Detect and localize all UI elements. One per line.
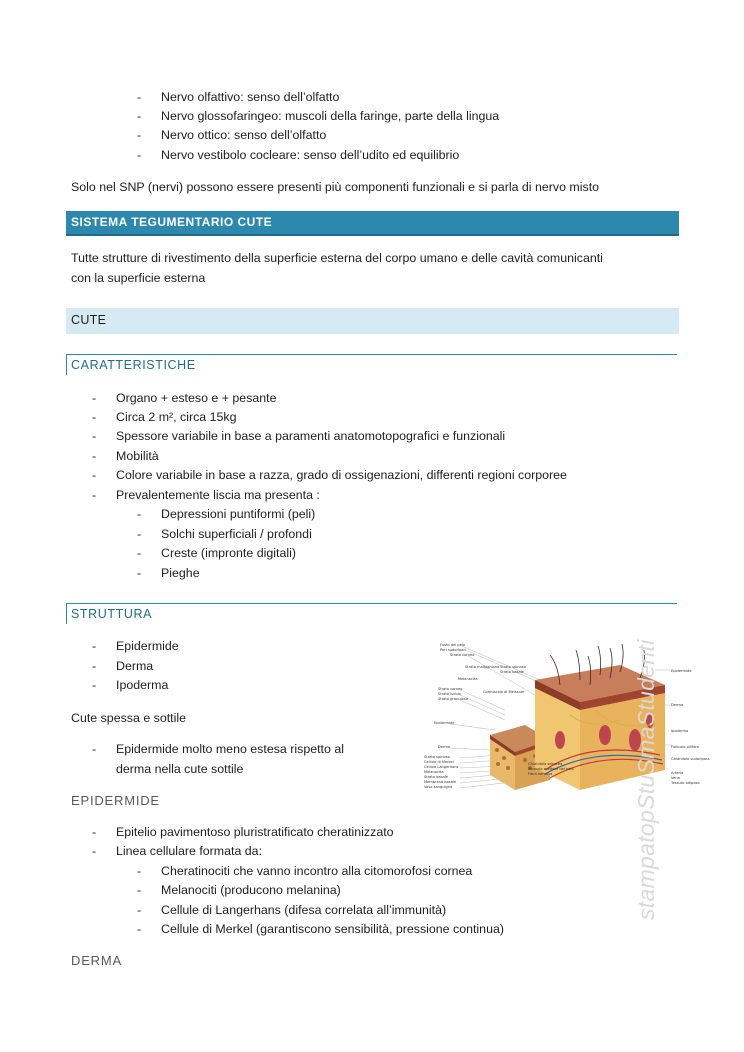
section-intro-line-2: con la superficie esterna xyxy=(71,271,206,285)
cute-heading: CUTE xyxy=(66,308,679,334)
figure-label: Vaso sanguigno xyxy=(424,785,453,789)
list-item: - Spessore variabile in base a paramenti anatomotopografici e funzionali xyxy=(92,429,506,443)
list-item: - Ipoderma xyxy=(92,678,169,692)
figure-label: Strato spinoso xyxy=(500,665,526,669)
list-item: - Circa 2 m², circa 15kg xyxy=(92,410,237,424)
sub-list-item: - Cellule di Merkel (garantiscono sensibilità, pressione continua) xyxy=(137,922,504,936)
figure-label: Vena xyxy=(671,776,680,780)
figure-label: Fusto del pelo xyxy=(440,643,466,647)
figure-label: Corpuscolo di Meissner xyxy=(483,690,525,694)
figure-right-labels xyxy=(670,669,710,785)
struttura-heading: STRUTTURA xyxy=(66,603,677,624)
derma-heading: DERMA xyxy=(71,953,122,968)
list-item: - Epidermide xyxy=(92,639,179,653)
figure-label: Membrana basale xyxy=(424,780,457,784)
section-heading: SISTEMA TEGUMENTARIO CUTE xyxy=(66,211,679,236)
figure-label: Ghiandola sudoripara xyxy=(671,757,710,761)
figure-label: Ipoderma xyxy=(671,729,689,733)
figure-label: Strato corneo xyxy=(450,653,475,657)
figure-label: Ghiandola sebacea xyxy=(528,762,563,766)
list-item: - Prevalentemente liscia ma presenta : xyxy=(92,488,320,502)
list-item: - Nervo glossofaringeo: muscoli della faringe, parte della lingua xyxy=(137,109,500,123)
sub-list-item: - Pieghe xyxy=(137,566,200,580)
list-item: - Epidermide molto meno estesa rispetto al xyxy=(92,742,344,756)
list-item: - Mobilità xyxy=(92,449,159,463)
struttura-paragraph: Cute spessa e sottile xyxy=(71,711,187,725)
figure-label: Derma xyxy=(671,703,684,707)
figure-label: Follicolo pilifero xyxy=(671,745,699,749)
figure-label: Epidermide xyxy=(434,721,455,725)
figure-label: Strato corneo xyxy=(438,687,463,691)
sub-list-item: - Melanociti (producono melanina) xyxy=(137,883,341,897)
figure-label: Melanocita xyxy=(424,770,444,774)
figure-label: Strato malpighiano xyxy=(465,665,500,669)
figure-label: Strato granuloso xyxy=(438,697,468,701)
figure-label: Strato lucido xyxy=(438,692,461,696)
sub-list-item: - Cheratinociti che vanno incontro alla citomorofosi cornea xyxy=(137,864,473,878)
sub-list-item: - Solchi superficiali / profondi xyxy=(137,527,312,541)
list-item: - Linea cellulare formata da: xyxy=(92,844,263,858)
figure-label: Arteria xyxy=(671,771,684,775)
list-item-continuation: derma nella cute sottile xyxy=(116,762,244,776)
figure-label: Muscolo erettore del pelo xyxy=(528,767,574,771)
epidermide-heading: EPIDERMIDE xyxy=(71,793,160,808)
figure-label: Derma xyxy=(438,745,451,749)
list-item: - Nervo olfattivo: senso dell’olfatto xyxy=(137,90,340,104)
list-item: - Nervo ottico: senso dell’olfatto xyxy=(137,128,327,142)
sub-list-item: - Cellule di Langerhans (difesa correlata all’immunità) xyxy=(137,903,447,917)
section-intro-line-1: Tutte strutture di rivestimento della superficie esterna del corpo umano e delle cavità comunicanti xyxy=(71,251,603,265)
figure-label: Epidermide xyxy=(671,669,692,673)
figure-label: Melanocita xyxy=(458,677,478,681)
list-item: - Nervo vestibolo cocleare: senso dell’udito ed equilibrio xyxy=(137,148,460,162)
figure-label: Tessuto adiposo xyxy=(671,781,700,785)
figure-label: Cellula Langerhans xyxy=(424,765,459,769)
figure-label: Pori sudoripari xyxy=(440,648,466,652)
figure-label: Cellula di Merkel xyxy=(424,760,454,764)
list-item: - Colore variabile in base a razza, grado di ossigenazioni, differenti regioni corporee xyxy=(92,468,567,482)
list-item: - Derma xyxy=(92,659,154,673)
caratteristiche-heading: CARATTERISTICHE xyxy=(66,354,677,375)
snp-paragraph: Solo nel SNP (nervi) possono essere presenti più componenti funzionali e si parla di nervo misto xyxy=(71,180,600,194)
sub-list-item: - Creste (impronte digitali) xyxy=(137,546,296,560)
sub-list-item: - Depressioni puntiformi (peli) xyxy=(137,507,316,521)
figure-label: Strato basale xyxy=(500,670,524,674)
watermark: stampatopStuSmaStudenti xyxy=(633,639,659,920)
figure-label: Fibra nervosa xyxy=(528,772,553,776)
list-item: - Organo + esteso e + pesante xyxy=(92,391,277,405)
figure-label: Strato spinoso xyxy=(424,755,450,759)
list-item: - Epitelio pavimentoso pluristratificato cheratinizzato xyxy=(92,825,394,839)
figure-label: Strato basale xyxy=(424,775,448,779)
